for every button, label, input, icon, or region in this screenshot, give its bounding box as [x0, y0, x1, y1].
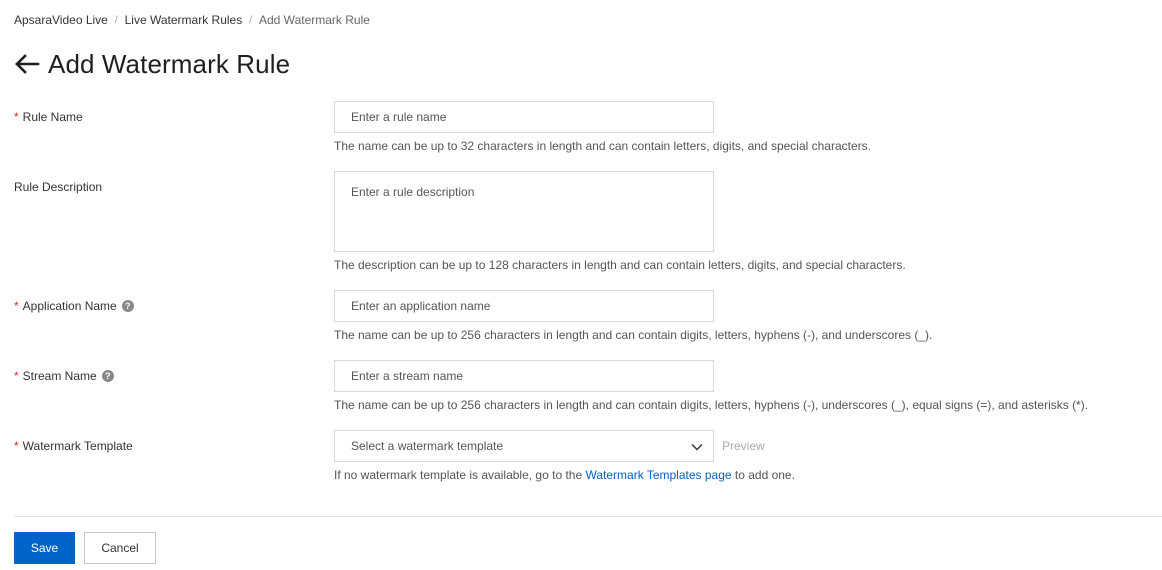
save-button[interactable]: Save	[14, 532, 75, 564]
rule-description-textarea[interactable]	[334, 171, 714, 252]
breadcrumb-separator: /	[114, 14, 118, 26]
watermark-templates-page-link[interactable]: Watermark Templates page	[585, 468, 732, 482]
application-name-label-text: Application Name	[22, 299, 117, 313]
watermark-template-label	[14, 438, 133, 454]
stream-name-input[interactable]	[334, 360, 714, 392]
preview-link[interactable]: Preview	[722, 439, 765, 453]
breadcrumb-item-apsaravideo-live[interactable]: ApsaraVideo Live	[14, 13, 108, 27]
rule-name-label	[14, 109, 83, 125]
rule-name-hint: The name can be up to 32 characters in length and can contain letters, digits, and special characters.	[334, 139, 871, 153]
watermark-template-select[interactable]	[334, 430, 714, 462]
chevron-down-icon	[690, 440, 704, 454]
application-name-hint: The name can be up to 256 characters in length and can contain digits, letters, hyphens (-), and underscores (_).	[334, 328, 933, 342]
footer-divider	[14, 516, 1162, 517]
help-icon[interactable]: ?	[102, 370, 114, 382]
breadcrumb-separator: /	[249, 14, 252, 26]
cancel-button[interactable]: Cancel	[84, 532, 156, 564]
arrow-left-icon[interactable]	[14, 52, 42, 76]
required-mark: *	[14, 299, 19, 313]
application-name-label	[14, 298, 134, 314]
required-mark: *	[14, 110, 19, 124]
rule-name-label-text: Rule Name	[22, 110, 83, 124]
stream-name-label-text: Stream Name	[22, 369, 97, 383]
watermark-template-hint-prefix: If no watermark template is available, go to the	[334, 468, 583, 482]
stream-name-hint: The name can be up to 256 characters in length and can contain digits, letters, hyphens (-), underscores (_), equal signs (=), and asterisks (*).	[334, 398, 1089, 412]
watermark-template-select-placeholder: Select a watermark template	[351, 439, 504, 453]
help-icon[interactable]: ?	[122, 300, 134, 312]
breadcrumb-current: Add Watermark Rule	[259, 13, 370, 27]
page-header	[14, 46, 290, 82]
rule-name-input[interactable]	[334, 101, 714, 133]
breadcrumb	[14, 12, 370, 28]
watermark-template-hint-suffix: to add one.	[734, 468, 795, 482]
required-mark: *	[14, 369, 19, 383]
stream-name-label	[14, 368, 114, 384]
rule-description-label	[14, 179, 102, 195]
required-mark: *	[14, 439, 19, 453]
watermark-template-label-text: Watermark Template	[22, 439, 133, 453]
rule-description-label-text: Rule Description	[14, 180, 103, 194]
page-title: Add Watermark Rule	[48, 48, 291, 79]
breadcrumb-item-live-watermark-rules[interactable]: Live Watermark Rules	[124, 13, 243, 27]
rule-description-hint: The description can be up to 128 characters in length and can contain letters, digits, and special characters.	[334, 258, 906, 272]
application-name-input[interactable]	[334, 290, 714, 322]
watermark-template-hint	[334, 467, 795, 483]
